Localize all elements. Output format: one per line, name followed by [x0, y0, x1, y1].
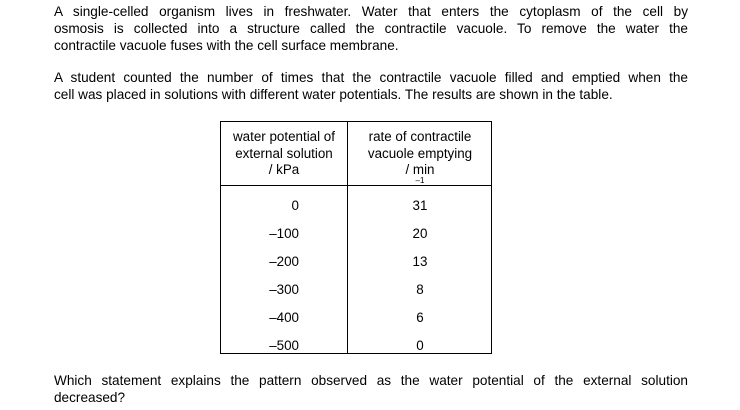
results-table: [220, 121, 492, 354]
question-paragraph: [54, 373, 688, 407]
rate-cell: 6: [416, 310, 424, 325]
water-potential-header: [221, 129, 347, 179]
water-potential-cell: –200: [269, 254, 299, 269]
water-potential-cell: –500: [269, 338, 299, 353]
unit-exponent: –1: [415, 175, 425, 185]
question-line: Which statement explains the pattern observed as the water potential of the external solution: [54, 373, 688, 388]
intro-paragraph: [54, 4, 688, 54]
water-potential-cell: –300: [269, 282, 299, 297]
header-line: water potential of: [233, 129, 335, 144]
header-line: vacuole emptying: [367, 145, 473, 161]
header-unit: / min: [405, 162, 435, 177]
intro-line: A single-celled organism lives in freshwater. Water that enters the cytoplasm of the cell by: [54, 4, 688, 19]
intro-line: contractile vacuole fuses with the cell surface membrane.: [54, 37, 399, 53]
water-potential-cell: 0: [291, 198, 299, 213]
rate-cell: 13: [412, 254, 428, 269]
header-line: external solution: [235, 145, 333, 161]
rate-cell: 8: [416, 282, 424, 297]
method-line: cell was placed in solutions with different water potentials. The results are shown in the table.: [54, 86, 613, 102]
water-potential-cell: –100: [269, 226, 299, 241]
method-paragraph: [54, 70, 688, 104]
question-line: decreased?: [54, 389, 126, 405]
water-potential-cell: –400: [269, 310, 299, 325]
rate-header: [348, 129, 492, 195]
intro-line: osmosis is collected into a structure called the contractile vacuole. To remove the water the: [54, 20, 688, 36]
header-line: / kPa: [268, 162, 300, 177]
rate-cell: 31: [412, 198, 428, 213]
method-line: A student counted the number of times that the contractile vacuole filled and emptied when the: [54, 70, 688, 85]
header-unit-line: [348, 162, 492, 195]
rate-cell: 0: [416, 338, 424, 353]
header-line: rate of contractile: [368, 129, 472, 144]
rate-cell: 20: [412, 226, 428, 241]
